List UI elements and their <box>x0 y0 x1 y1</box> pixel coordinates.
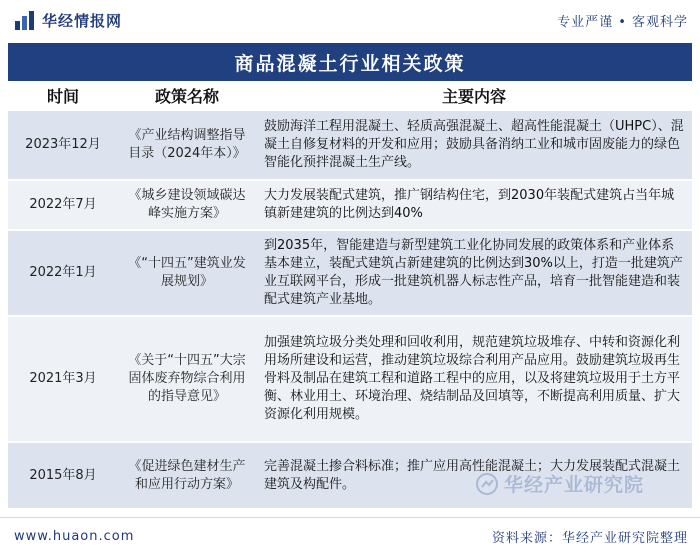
table-row <box>8 110 692 180</box>
footer-bar <box>0 517 700 555</box>
row-date: 2015年8月 <box>8 442 118 508</box>
table-header-row <box>8 82 692 110</box>
header-bar <box>0 0 700 40</box>
page-title: 商品混凝土行业相关政策 <box>234 52 466 75</box>
row-date: 2022年1月 <box>8 230 118 316</box>
column-header-content: 主要内容 <box>256 82 692 110</box>
row-date: 2021年3月 <box>8 316 118 442</box>
source-note: 资料来源：华经产业研究院整理 <box>491 531 688 546</box>
watermark-text: 华经产业研究院 <box>504 474 645 496</box>
title-banner <box>8 43 692 81</box>
brand[interactable] <box>14 9 122 31</box>
row-content: 到2035年，智能建造与新型建筑工业化协同发展的政策体系和产业体系基本建立，装配式建筑占新建建筑的比例达到30%以上，打造一批建筑产业互联网平台，形成一批建筑机器人标志性产品，培育一批智能建造和装配式建筑产业基地。 <box>256 230 692 316</box>
row-content: 完善混凝土掺合料标准；推广应用高性能混凝土；大力发展装配式混凝土建筑及构配件。 <box>256 442 692 508</box>
slogan: 专业严谨 • 客观科学 <box>557 14 688 30</box>
row-policy-name: 《“十四五”建筑业发展规划》 <box>118 230 256 316</box>
watermark <box>476 470 644 497</box>
table-row <box>8 316 692 442</box>
row-policy-name: 《城乡建设领域碳达峰实施方案》 <box>118 180 256 230</box>
column-header-date: 时间 <box>8 82 118 110</box>
row-date: 2022年7月 <box>8 180 118 230</box>
row-policy-name: 《促进绿色建材生产和应用行动方案》 <box>118 442 256 508</box>
site-link[interactable]: www.huaon.com <box>14 529 135 544</box>
row-policy-name: 《关于“十四五”大宗固体废弃物综合利用的指导意见》 <box>118 316 256 442</box>
row-content: 鼓励海洋工程用混凝土、轻质高强混凝土、超高性能混凝土（UHPC）、混凝土自修复材料的开发和应用；鼓励具备消纳工业和城市固废能力的绿色智能化预拌混凝土生产线。 <box>256 110 692 180</box>
watermark-logo-icon <box>476 473 498 495</box>
table-row <box>8 230 692 316</box>
row-date: 2023年12月 <box>8 110 118 180</box>
row-policy-name: 《产业结构调整指导目录（2024年本）》 <box>118 110 256 180</box>
policy-table <box>8 82 692 508</box>
brand-logo-icon <box>14 9 36 31</box>
row-content: 大力发展装配式建筑，推广钢结构住宅，到2030年装配式建筑占当年城镇新建建筑的比例达到40% <box>256 180 692 230</box>
brand-name: 华经情报网 <box>42 11 123 30</box>
row-content: 加强建筑垃圾分类处理和回收利用，规范建筑垃圾堆存、中转和资源化利用场所建设和运营，推动建筑垃圾综合利用产品应用。鼓励建筑垃圾再生骨料及制品在建筑工程和道路工程中的应用，以及将建筑垃圾用于土方平衡、林业用土、环境治理、烧结制品及回填等，不断提高利用质量、扩大资源化利用规模。 <box>256 316 692 442</box>
table-row <box>8 180 692 230</box>
column-header-name: 政策名称 <box>118 82 256 110</box>
